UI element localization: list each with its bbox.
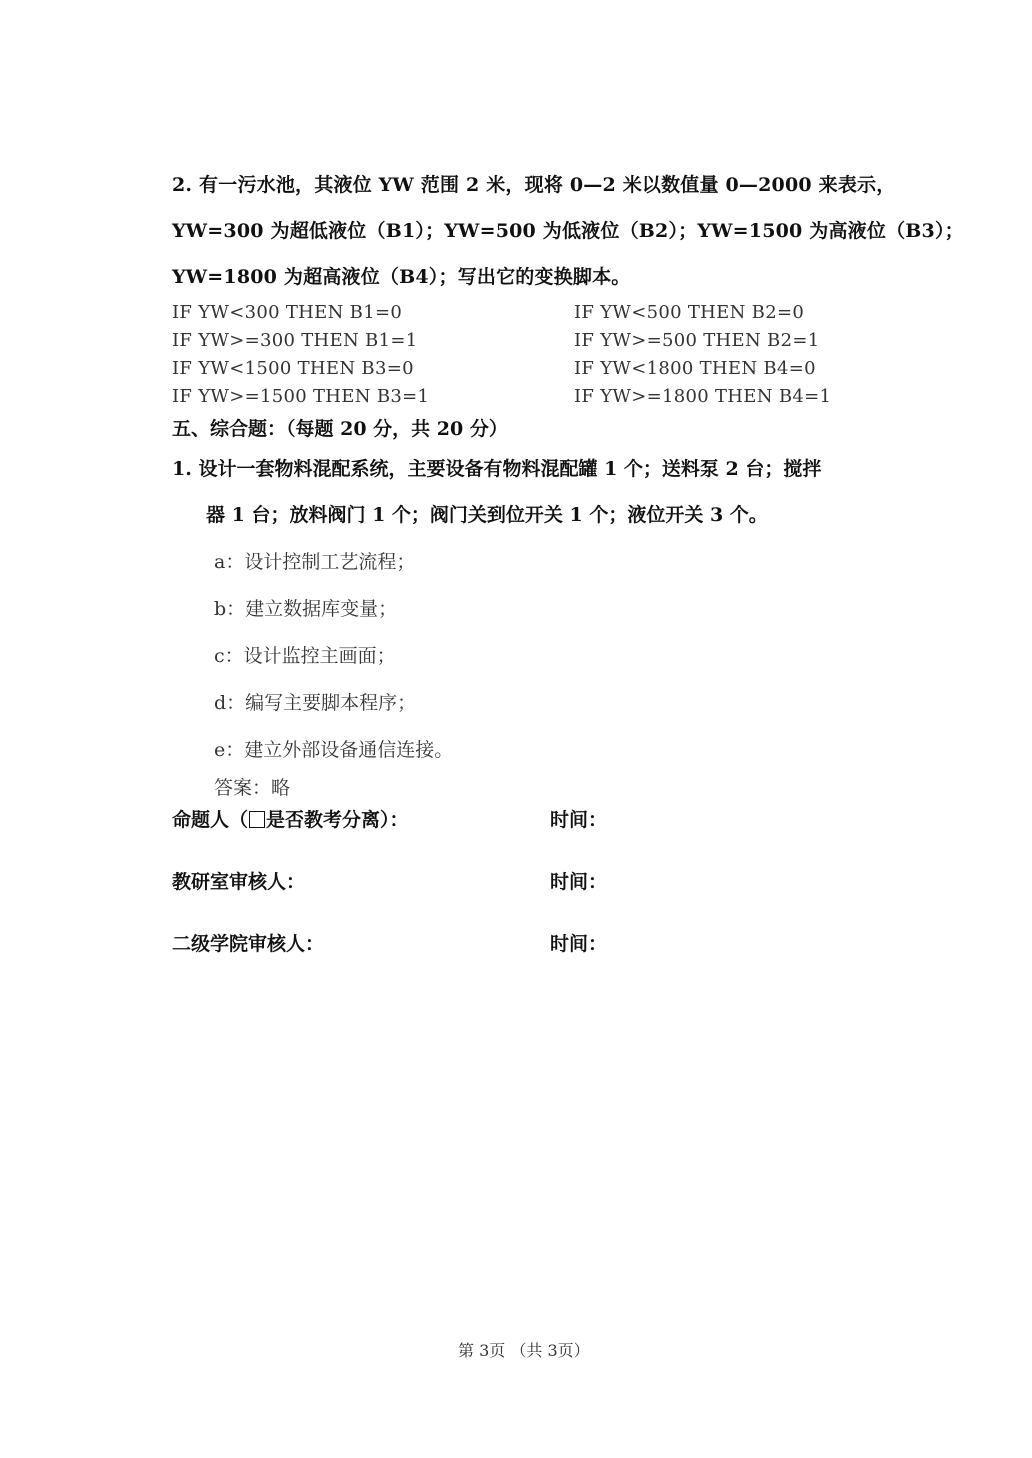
section5-heading: 五、综合题：（每题 20 分，共 20 分） — [172, 418, 508, 440]
answer-text: 答案：略 — [214, 777, 291, 799]
script-line: IF YW>=1500 THEN B3=1 — [172, 386, 430, 407]
script-line: IF YW>=300 THEN B1=1 — [172, 330, 418, 351]
college-reviewer-time-label: 时间： — [550, 933, 608, 955]
reviewer-label: 教研室审核人： — [172, 871, 306, 893]
question2-line3: YW=1800 为超高液位（B4）；写出它的变换脚本。 — [172, 266, 631, 288]
script-line: IF YW>=500 THEN B2=1 — [574, 330, 820, 351]
reviewer-time-label: 时间： — [550, 871, 608, 893]
list-item: e：建立外部设备通信连接。 — [214, 739, 454, 761]
exam-separation-checkbox[interactable] — [249, 811, 265, 828]
script-line: IF YW<1500 THEN B3=0 — [172, 358, 414, 379]
list-item: d：编写主要脚本程序； — [214, 692, 417, 714]
script-line: IF YW<500 THEN B2=0 — [574, 302, 805, 323]
question2-line2: YW=300 为超低液位（B1）；YW=500 为低液位（B2）；YW=1500 为高液位（B3）； — [172, 220, 964, 242]
list-item: a：设计控制工艺流程； — [214, 551, 416, 573]
section5-q1-line1: 1. 设计一套物料混配系统，主要设备有物料混配罐 1 个；送料泵 2 台；搅拌 — [172, 458, 822, 480]
page-number: 第 3页 （共 3页） — [458, 1341, 590, 1360]
section5-q1-line2: 器 1 台；放料阀门 1 个；阀门关到位开关 1 个；液位开关 3 个。 — [206, 504, 768, 526]
script-line: IF YW>=1800 THEN B4=1 — [574, 386, 832, 407]
proposer-label — [172, 805, 409, 832]
script-line: IF YW<300 THEN B1=0 — [172, 302, 403, 323]
proposer-suffix: 是否教考分离）： — [266, 809, 409, 831]
list-item: b：建立数据库变量； — [214, 598, 398, 620]
list-item: c：设计监控主画面； — [214, 645, 396, 667]
script-line: IF YW<1800 THEN B4=0 — [574, 358, 816, 379]
proposer-prefix: 命题人（ — [172, 809, 249, 831]
college-reviewer-label: 二级学院审核人： — [172, 933, 325, 955]
proposer-time-label: 时间： — [550, 809, 608, 831]
question2-line1: 2. 有一污水池，其液位 YW 范围 2 米，现将 0—2 米以数值量 0—2000 来表示， — [172, 174, 896, 196]
